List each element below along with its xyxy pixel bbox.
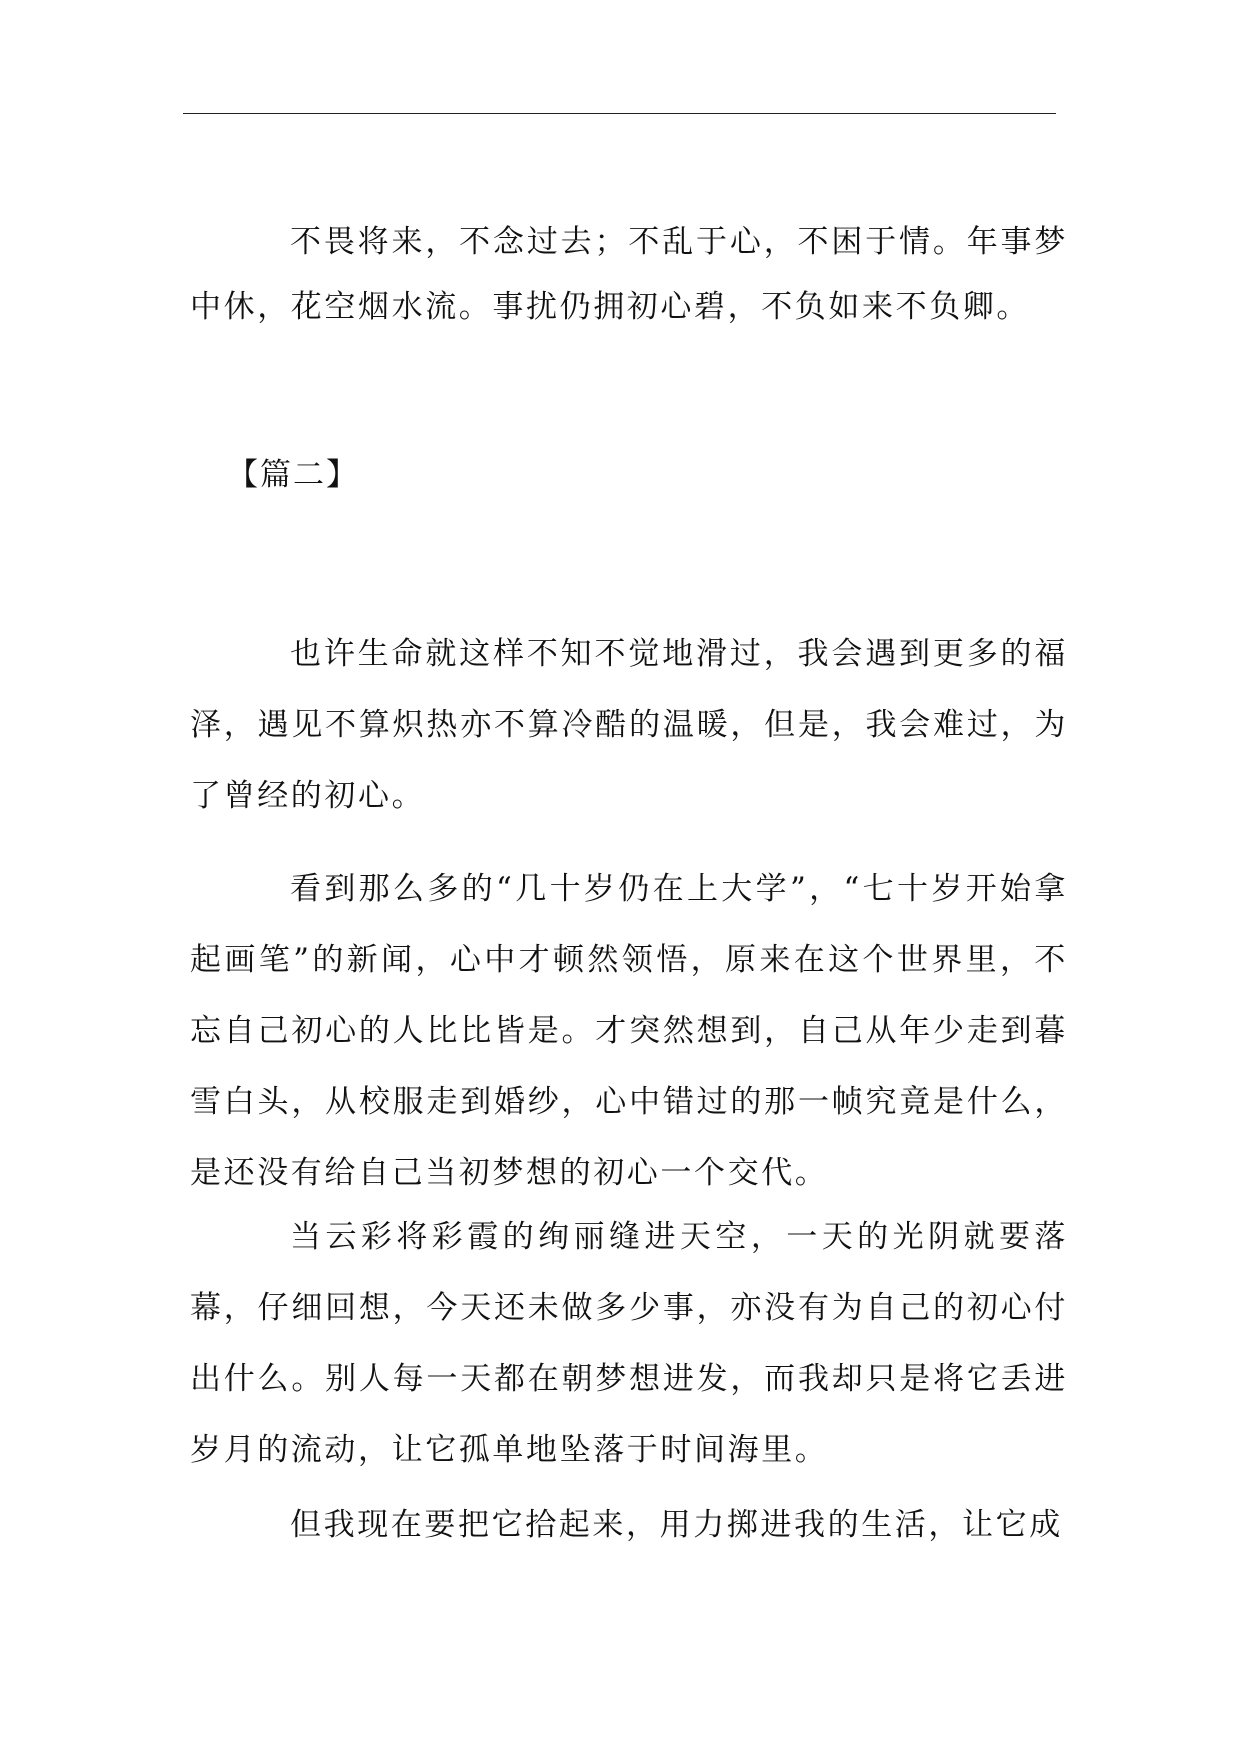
- header-rule: [183, 113, 1056, 114]
- paragraph: 也许生命就这样不知不觉地滑过，我会遇到更多的福泽，遇见不算炽热亦不算冷酷的温暖，但是，我会难过，为了曾经的初心。: [190, 636, 1068, 814]
- paragraph: 但我现在要把它拾起来，用力掷进我的生活，让它成: [290, 1507, 1063, 1543]
- paragraph: 当云彩将彩霞的绚丽缝进天空，一天的光阴就要落幕，仔细回想，今天还未做多少事，亦没有为自己的初心付出什么。别人每一天都在朝梦想进发，而我却只是将它丢进岁月的流动，让它孤单地坠落于时间海里。: [190, 1219, 1068, 1468]
- section-heading: 【篇二】: [227, 457, 359, 493]
- paragraph: 不畏将来，不念过去；不乱于心，不困于情。年事梦中休，花空烟水流。事扰仍拥初心碧，不负如来不负卿。: [190, 224, 1068, 325]
- paragraph: 看到那么多的“几十岁仍在上大学”，“七十岁开始拿起画笔”的新闻，心中才顿然领悟，原来在这个世界里，不忘自己初心的人比比皆是。才突然想到，自己从年少走到暮雪白头，从校服走到婚纱，心中错过的那一帧究竟是什么，是还没有给自己当初梦想的初心一个交代。: [190, 871, 1068, 1191]
